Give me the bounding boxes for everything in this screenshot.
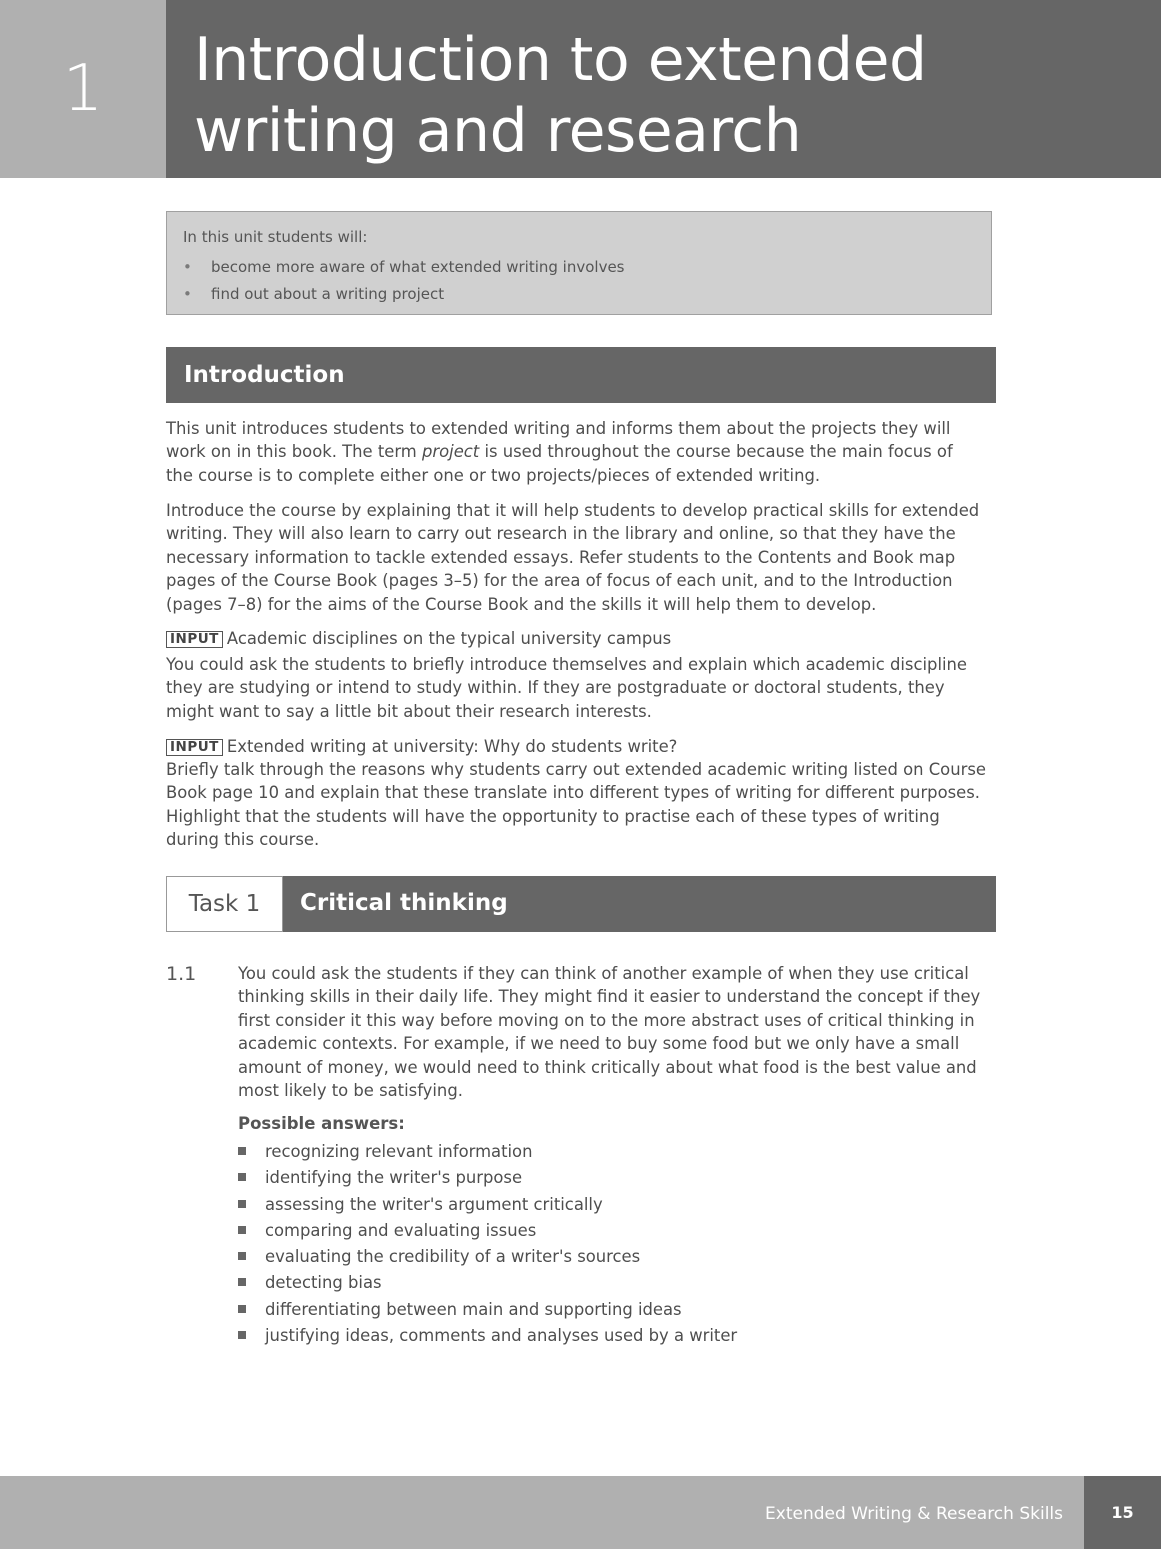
square-bullet-icon bbox=[238, 1305, 246, 1313]
answers-heading: Possible answers: bbox=[238, 1114, 405, 1133]
text-line: Briefly talk through the reasons why students carry out extended academic writing listed on Course bbox=[166, 760, 986, 779]
text-line: writing. They will also learn to carry out research in the library and online, so that they have the bbox=[166, 524, 956, 544]
objective-text: find out about a writing project bbox=[211, 285, 445, 303]
question-number: 1.1 bbox=[166, 963, 197, 985]
text-line: might want to say a little bit about their research interests. bbox=[166, 701, 652, 721]
text-line: they are studying or intend to study within. If they are postgraduate or doctoral students, they bbox=[166, 678, 945, 698]
task-title-box bbox=[283, 876, 996, 932]
text-line: Highlight that the students will have the opportunity to practise each of these types of writing bbox=[166, 806, 940, 826]
answer-text: identifying the writer's purpose bbox=[265, 1168, 523, 1188]
page-footer bbox=[0, 1476, 1161, 1549]
text-line: the course is to complete either one or two projects/pieces of extended writing. bbox=[166, 465, 821, 485]
text-line: Introduce the course by explaining that it will help students to develop practical skills for extended bbox=[166, 501, 980, 520]
text-span: work on in this book. The term bbox=[166, 442, 422, 462]
answer-item bbox=[238, 1244, 998, 1270]
input-heading-1 bbox=[166, 627, 996, 650]
answers-list bbox=[238, 1139, 998, 1349]
text-span: is used throughout the course because the main focus of bbox=[479, 442, 953, 462]
square-bullet-icon bbox=[238, 1200, 246, 1208]
task-title: Critical thinking bbox=[300, 890, 508, 916]
objective-item bbox=[183, 258, 625, 276]
answer-text: comparing and evaluating issues bbox=[265, 1220, 537, 1240]
unit-number: 1 bbox=[0, 0, 166, 178]
square-bullet-icon bbox=[238, 1278, 246, 1286]
unit-title-line-1: Introduction to extended bbox=[194, 25, 927, 95]
input-tag: INPUT bbox=[166, 631, 223, 648]
text-line: first consider it this way before moving on to the more abstract uses of critical thinking in bbox=[238, 1010, 975, 1030]
answer-text: evaluating the credibility of a writer's sources bbox=[265, 1247, 641, 1267]
text-line: academic contexts. For example, if we need to buy some food but we only have a small bbox=[238, 1034, 960, 1054]
answer-item bbox=[238, 1297, 998, 1323]
input-title: Extended writing at university: Why do students write? bbox=[226, 737, 678, 756]
text-line: (pages 7–8) for the aims of the Course Book and the skills it will help them to develop. bbox=[166, 594, 877, 614]
unit-title-line-2: writing and research bbox=[194, 96, 802, 166]
intro-paragraph-2 bbox=[166, 499, 996, 616]
text-line: thinking skills in their daily life. They might find it easier to understand the concept if they bbox=[238, 987, 981, 1007]
question-text bbox=[238, 962, 998, 1102]
objective-item bbox=[183, 285, 444, 303]
answer-item bbox=[238, 1165, 998, 1191]
answer-item bbox=[238, 1270, 998, 1296]
square-bullet-icon bbox=[238, 1226, 246, 1234]
answer-text: detecting bias bbox=[265, 1273, 382, 1293]
unit-title bbox=[166, 0, 1161, 178]
bullet-icon: • bbox=[183, 258, 192, 276]
intro-paragraph-3 bbox=[166, 653, 996, 723]
emphasis-text: project bbox=[421, 442, 480, 462]
introduction-heading-bar bbox=[166, 347, 996, 403]
objective-text: become more aware of what extended writing involves bbox=[211, 258, 625, 276]
answer-text: recognizing relevant information bbox=[265, 1142, 533, 1161]
text-line: during this course. bbox=[166, 830, 320, 850]
intro-paragraph-4 bbox=[166, 758, 996, 852]
input-tag: INPUT bbox=[166, 739, 223, 756]
square-bullet-icon bbox=[238, 1331, 246, 1339]
text-line: most likely to be satisfying. bbox=[238, 1081, 463, 1101]
answer-item bbox=[238, 1192, 998, 1218]
footer-book-title: Extended Writing & Research Skills bbox=[765, 1504, 1063, 1524]
task-heading-bar bbox=[166, 876, 996, 932]
square-bullet-icon bbox=[238, 1147, 246, 1155]
text-line: Book page 10 and explain that these translate into different types of writing for different purposes. bbox=[166, 783, 980, 803]
answer-item bbox=[238, 1323, 998, 1349]
answer-text: differentiating between main and supporting ideas bbox=[265, 1299, 682, 1319]
text-line bbox=[166, 440, 996, 463]
text-line: pages of the Course Book (pages 3–5) for the area of focus of each unit, and to the Introduction bbox=[166, 571, 953, 591]
text-line: necessary information to tackle extended essays. Refer students to the Contents and Book map bbox=[166, 547, 956, 567]
text-line: amount of money, we would need to think critically about what food is the best value and bbox=[238, 1057, 977, 1077]
text-line: You could ask the students to briefly introduce themselves and explain which academic discipline bbox=[166, 655, 968, 674]
square-bullet-icon bbox=[238, 1173, 246, 1181]
introduction-heading: Introduction bbox=[184, 362, 345, 388]
bullet-icon: • bbox=[183, 285, 192, 303]
text-line: You could ask the students if they can think of another example of when they use critical bbox=[238, 964, 969, 983]
page-number: 15 bbox=[1084, 1476, 1161, 1549]
answer-item bbox=[238, 1139, 998, 1165]
answer-text: assessing the writer's argument critically bbox=[265, 1194, 603, 1214]
square-bullet-icon bbox=[238, 1252, 246, 1260]
answer-text: justifying ideas, comments and analyses used by a writer bbox=[265, 1326, 738, 1346]
intro-paragraph-1 bbox=[166, 417, 996, 487]
input-heading-2 bbox=[166, 735, 996, 758]
answer-item bbox=[238, 1218, 998, 1244]
unit-objectives-box bbox=[166, 211, 992, 315]
input-title: Academic disciplines on the typical university campus bbox=[226, 629, 672, 648]
text-line: This unit introduces students to extended writing and informs them about the projects they will bbox=[166, 419, 951, 438]
task-label: Task 1 bbox=[166, 876, 283, 932]
unit-header bbox=[0, 0, 1161, 178]
objectives-lead: In this unit students will: bbox=[183, 228, 368, 246]
